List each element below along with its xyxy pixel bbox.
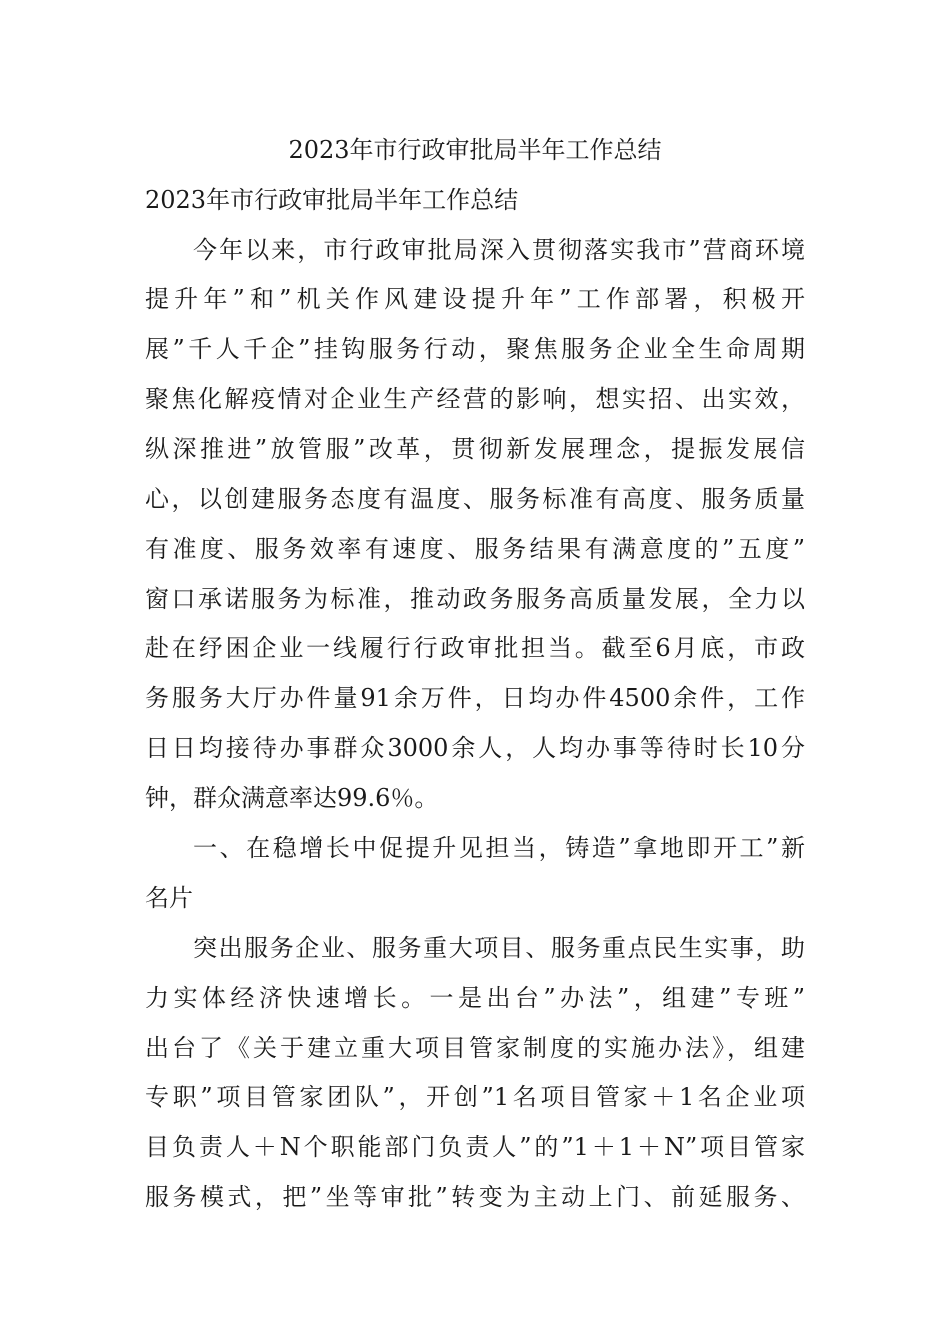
paragraph-2-line-2: 力实体经济快速增长。一是出台”办法”，组建”专班” <box>145 984 805 1012</box>
document-subtitle: 2023年市行政审批局半年工作总结 <box>145 186 519 214</box>
paragraph-1-line-9: 赴在纾困企业一线履行行政审批担当。截至6月底，市政 <box>145 634 805 662</box>
document-title: 2023年市行政审批局半年工作总结 <box>288 136 662 164</box>
paragraph-1-line-5: 纵深推进”放管服”改革，贯彻新发展理念，提振发展信 <box>145 435 805 463</box>
paragraph-1-line-7: 有准度、服务效率有速度、服务结果有满意度的”五度” <box>145 535 805 563</box>
section-heading-line-1: 一、在稳增长中促提升见担当，铸造”拿地即开工”新 <box>193 834 805 862</box>
paragraph-2-line-4: 专职”项目管家团队”，开创”1名项目管家＋1名企业项 <box>145 1083 805 1111</box>
paragraph-2-line-1: 突出服务企业、服务重大项目、服务重点民生实事，助 <box>193 934 805 962</box>
paragraph-1-line-6: 心，以创建服务态度有温度、服务标准有高度、服务质量 <box>145 485 805 513</box>
paragraph-1-line-12: 钟，群众满意率达99.6％。 <box>145 784 439 812</box>
section-heading-line-2: 名片 <box>145 884 193 912</box>
paragraph-1-line-2: 提升年”和”机关作风建设提升年”工作部署，积极开 <box>145 285 805 313</box>
paragraph-2-line-3: 出台了《关于建立重大项目管家制度的实施办法》，组建 <box>145 1034 805 1062</box>
paragraph-1-line-8: 窗口承诺服务为标准，推动政务服务高质量发展，全力以 <box>145 585 805 613</box>
paragraph-1-line-1: 今年以来，市行政审批局深入贯彻落实我市”营商环境 <box>193 236 805 264</box>
paragraph-1-line-3: 展”千人千企”挂钩服务行动，聚焦服务企业全生命周期 <box>145 335 805 363</box>
paragraph-2-line-6: 服务模式，把”坐等审批”转变为主动上门、前延服务、 <box>145 1183 805 1211</box>
paragraph-2-line-5: 目负责人＋N个职能部门负责人”的”1＋1＋N”项目管家 <box>145 1133 805 1161</box>
paragraph-1-line-4: 聚焦化解疫情对企业生产经营的影响，想实招、出实效， <box>145 385 805 413</box>
paragraph-1-line-10: 务服务大厅办件量91余万件，日均办件4500余件，工作 <box>145 684 805 712</box>
paragraph-1-line-11: 日日均接待办事群众3000余人，人均办事等待时长10分 <box>145 734 805 762</box>
